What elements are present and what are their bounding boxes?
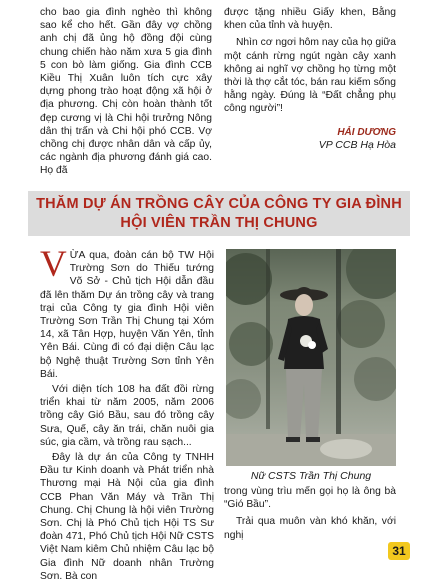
article-column-left xyxy=(40,244,214,583)
photo-tran-thi-chung xyxy=(226,249,396,466)
signature-org: VP CCB Hạ Hòa xyxy=(318,138,396,151)
dropcap-letter: V xyxy=(40,244,67,285)
paragraph-5: Trải qua muôn vàn khó khăn, với nghị xyxy=(224,516,396,541)
headline: THĂM DỰ ÁN TRỒNG CÂY CỦA CÔNG TY GIA ĐÌNH HỘI VIÊN TRẦN THỊ CHUNG xyxy=(36,196,402,231)
paragraph-2: Với diện tích 108 ha đất đồi rừng triển khai từ năm 2005, năm 2006 trồng cây Gió Bầu, sau đó trồng cây Sưa, Quế, cây ăn trái, chăn nuôi gia súc, gia cầm, và trồng rau sạch... xyxy=(40,384,214,448)
article-end-text-right-1: được tặng nhiều Giấy khen, Bằng khen của tỉnh và huyện. xyxy=(224,7,396,32)
paragraph-4: trong vùng trìu mến gọi họ là ông bà “Gió Bầu”. xyxy=(224,486,396,511)
article-end-column-left xyxy=(40,6,212,178)
signature-name: HẢI DƯƠNG xyxy=(337,126,396,138)
paragraph-3: Đây là dự án của Công ty TNHH Đầu tư Kinh doanh và Phát triển nhà Thương mại Hà Nội của gia đình CCB Phan Văn Máy và Trần Thị Chung. Chị Chung là hội viên Trường Sơn. Chị là Phó Chủ tịch Hội TS Sư đoàn 471, Phó Chủ tịch Hội Nữ CSTS Việt Nam kiêm Chủ nhiệm Câu lạc bộ Gia đình Nữ doanh nhân Trường Sơn. Bà con xyxy=(40,452,214,582)
headline-banner xyxy=(28,191,410,236)
photo-caption: Nữ CSTS Trần Thị Chung xyxy=(250,470,372,482)
signature xyxy=(224,126,396,152)
article-end-column-right xyxy=(224,6,396,152)
article-end-text-right-2: Nhìn cơ ngơi hôm nay của họ giữa một cánh rừng ngút ngàn cây xanh không ai nghĩ vợ chồng họ từng một thời là thợ cắt tóc, bán rau kiếm sống hằng ngày. Đúng là “Đất chẳng phụ công người”! xyxy=(224,37,396,115)
lead-paragraph xyxy=(40,244,214,381)
article-column-right xyxy=(224,485,396,542)
photo-illustration xyxy=(226,249,396,466)
page-number-badge: 31 xyxy=(388,542,410,560)
lead-paragraph-text: ỪA qua, đoàn cán bộ TW Hội Trường Sơn do Thiếu tướng Võ Sở - Chủ tịch Hội dẫn đầu đã lên thăm Dự án trồng cây và trang trại của Công ty gia đình Hội viên Trường Sơn Trần Thị Chung tại Xóm 14, xã Tân Hợp, huyện Văn Yên, tỉnh Yên Bái. Cùng đi có đại diện Câu lạc bộ Nghệ thuật Trường Sơn tỉnh Yên Bái. xyxy=(40,250,214,380)
article-end-text-left: cho bao gia đình nghèo thì không sao kể cho hết. Gần đây vợ chồng anh chị đã ủng hộ đồng đội cùng chung chiến hào năm xưa 5 gia đình 5 con bò làm giống. Gia đình CCB Kiều Thị Xuân luôn tích cực xây dựng phong trào hoạt động xã hội ở địa phương. Chị còn hoàn thành tốt đẹp cương vị là Chi hội trưởng Nông dân thị trấn và Chi hội phó CCB. Vợ chồng chị được nhân dân và cấp ủy, các ngành địa phương đánh giá cao. Họ đã xyxy=(40,7,212,177)
